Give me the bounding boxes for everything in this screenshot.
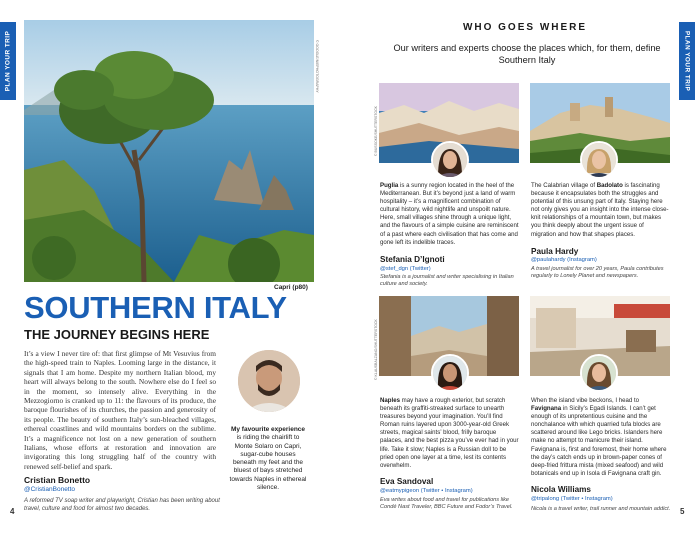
page-title: SOUTHERN ITALY [24,290,287,325]
paula-hardy-handle[interactable]: @paulahardy (Instagram) [531,257,597,263]
eva-sandoval-handle[interactable]: @eatmypigeon (Twitter • Instagram) [380,488,473,494]
favignana-blurb: When the island vibe beckons, I head to Favignana in Sicily’s Egadi Islands. I can’t get enough of its unpretentious cuisine and the nonchalance with which quarried tufa blocks are scattered around like Lego bricks. Islanders here make no attempt to manicure their island. Favignana is, first and foremost, their home where the day’s catch ends up in brown-paper cones of deep-fried frittura mista (mixed seafood) and wild botanicals end up in Isola di Favignana craft gin. [531,397,667,477]
nicola-williams-handle[interactable]: @tripalong (Twitter • Instagram) [531,496,613,502]
puglia-photo-credit: © BUSSOKE/SHUTTERSTOCK [374,106,378,156]
favourite-experience-text [229,426,307,492]
stefania-dignoti-avatar [431,141,469,179]
who-goes-where-title: WHO GOES WHERE [462,22,588,33]
stefania-dignoti-bio: Stefania is a journalist and writer specialising in Italian culture and society. [380,274,514,288]
favourite-body: is riding the chairlift to Monte Solaro on Capri, sugar-cube houses beneath my feet and the bluest of bays stretched towards Naples in ethereal silence. [229,434,307,492]
paula-hardy-bio: A travel journalist for over 20 years, Paula contributes regularly to Lonely Planet and newspapers. [531,266,664,280]
nicola-williams-bio: Nicola is a travel writer, trail runner and mountain addict. [531,506,671,512]
favourite-lead: My favourite experience [230,426,306,433]
nicola-williams-name: Nicola Williams [531,485,591,494]
hero-photo-credit: © GOOGLE/NIEPHOTOGRAPHY [315,40,319,93]
naples-place: Naples [380,397,400,404]
eva-sandoval-avatar [431,354,469,392]
naples-blurb: Naples may have a rough exterior, but scratch beneath its graffiti-streaked surface to unearth treasures beyond your imagination. You’ll find Roman ruins layered upon 3000-year-old Greek streets, magical saints’ blood, frilly baroque palaces, and the best pizza you’ve ever had in your life. Take it slow; Naples is a Russian doll to be pried open one layer at a time, lest its contents overwhelm. [380,397,519,469]
plan-your-trip-tab-right[interactable] [679,22,695,100]
author-name: Cristian Bonetto [24,475,91,485]
stefania-dignoti-handle[interactable]: @stef_dgn (Twitter) [380,266,431,272]
puglia-blurb: Puglia is a sunny region located in the heel of the Mediterranean. But it’s beyond just a land of warm hospitality – it’s a magnificent combination of cultural history, wild nightlife and unspoilt nature. Here, small villages shine through a unique light, and the flavours of a simple cuisine are reminiscent of a past where each civilisation that has come and gone left its indelible traces. [380,182,519,246]
page-number-right: 5 [680,507,685,516]
favignana-place: Favignana [531,405,562,413]
paula-hardy-avatar [580,141,618,179]
page-subtitle: THE JOURNEY BEGINS HERE [24,327,210,342]
page-number-left: 4 [10,507,15,516]
eva-sandoval-bio: Eva writes about food and travel for publications like Condé Nast Traveler, BBC Future and Fodor’s Travel. [380,497,513,511]
eva-sandoval-name: Eva Sandoval [380,477,434,486]
cristian-bonetto-avatar [236,348,302,414]
author-bio: A reformed TV soap writer and playwright, Cristian has been writing about travel, culture and food for almost two decades. [24,498,220,512]
paula-hardy-name: Paula Hardy [531,247,579,256]
capri-hero-photo [24,20,314,282]
side-tab-label-right: PLAN YOUR TRIP [683,30,691,92]
badolato-place: Badolato [596,182,623,189]
plan-your-trip-tab-left[interactable] [0,22,16,100]
who-goes-where-subtitle: Our writers and experts choose the places which, for them, define Southern Italy [393,43,661,65]
author-handle-link[interactable]: @CristianBonetto [24,486,76,493]
intro-paragraph: It’s a view I never tire of: that first glimpse of Mt Vesuvius from the high-speed train to Naples. Looming large in the distance, it signals that I am home. Despite my northern Italian blood, my heart will always belong to the south. Nowhere else do I feel so in the moment, so intensely alive. Everything in the Mezzogiorno is cranked up to 11: the flavours of its produce, the baroque flourishes of its churches, the passion and generosity of its people. The beauty of southern Italy’s sun-bleached villages, ethereal coastlines and wild mountains borders on the sublime. It’s a magnificence not lost on a new generation of southern Italians, whose efforts at restoration and innovation are invigorating this long struggling half of the country with renewed self-belief and spark. [24,349,216,471]
side-tab-label-left: PLAN YOUR TRIP [4,30,12,92]
hero-photo-caption: Capri (p80) [274,284,308,291]
badolato-blurb: The Calabrian village of Badolato is fascinating because it encapsulates both the struggles and potential of this unsung part of Italy. Staying here not only gives you an insight into the intense close-knit relationships of a mountain town, but makes you think deeply about the urgent issue of migration and how that shapes places. [531,182,669,238]
puglia-place: Puglia [380,182,399,189]
stefania-dignoti-name: Stefania D’Ignoti [380,255,445,264]
naples-photo-credit: © KLAUSBALZANO/SHUTTERSTOCK [374,319,378,380]
nicola-williams-avatar [580,354,618,392]
